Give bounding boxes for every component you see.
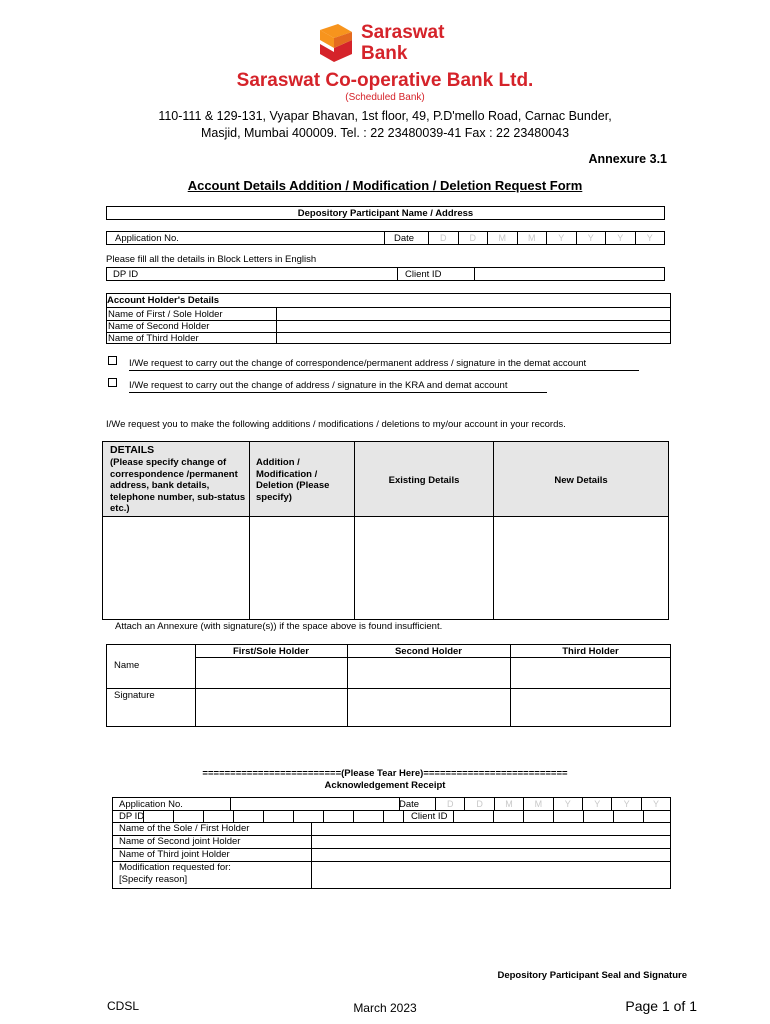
ack-first-holder-label: Name of the Sole / First Holder	[119, 823, 250, 834]
second-holder-signature-field[interactable]	[348, 689, 509, 725]
signature-table	[106, 644, 671, 727]
bank-name-line2: Bank	[361, 43, 408, 64]
first-holder-field[interactable]	[277, 308, 669, 319]
ack-date-label: Date	[399, 799, 420, 810]
ack-date-box[interactable]: Y	[641, 798, 670, 810]
ack-second-holder-label: Name of Second joint Holder	[119, 836, 241, 847]
bank-name-line1: Saraswat	[361, 22, 445, 43]
address-line-2: Masjid, Mumbai 400009. Tel. : 22 23480039-41 Fax : 22 23480043	[200, 126, 570, 140]
details-col-title: DETAILS	[110, 444, 155, 456]
ack-date-box[interactable]: Y	[553, 798, 582, 810]
ack-date-box[interactable]: D	[435, 798, 464, 810]
option1-checkbox[interactable]	[108, 356, 117, 365]
ack-date-box[interactable]: Y	[611, 798, 640, 810]
form-title: Account Details Addition / Modification / Deletion Request Form	[187, 178, 583, 193]
name-row-label: Name	[114, 660, 140, 671]
ack-reason-label: [Specify reason]	[119, 874, 188, 885]
details-table	[102, 441, 669, 620]
second-holder-field[interactable]	[277, 321, 669, 332]
address-line-1: 110-111 & 129-131, Vyapar Bhavan, 1st floor, 49, P.D'mello Road, Carnac Bunder,	[158, 109, 612, 123]
date-boxes[interactable]	[428, 232, 664, 244]
ack-date-box[interactable]: M	[523, 798, 552, 810]
bank-full-name: Saraswat Co-operative Bank Ltd.	[236, 70, 534, 91]
second-holder-label: Name of Second Holder	[108, 321, 210, 332]
footer-left: CDSL	[107, 999, 140, 1013]
ack-application-no-label: Application No.	[119, 799, 183, 810]
action-col-header: Addition / Modification / Deletion (Please specify)	[256, 457, 330, 503]
details-col-sub: (Please specify change of correspondence /permanent address, bank details, telephone number, sub-status etc.)	[110, 457, 246, 514]
block-letters-note: Please fill all the details in Block Letters in English	[106, 254, 317, 265]
date-box[interactable]: D	[428, 232, 458, 244]
ack-modification-label: Modification requested for:	[119, 862, 231, 873]
ack-dp-id-field[interactable]	[144, 811, 402, 821]
dp-client-row	[106, 267, 665, 281]
account-holders-heading: Account Holder's Details	[107, 295, 220, 306]
date-label: Date	[394, 233, 415, 244]
new-details-field[interactable]	[494, 517, 667, 618]
ack-client-id-field[interactable]	[454, 811, 669, 821]
footer-center: March 2023	[353, 1001, 417, 1015]
third-holder-label: Name of Third Holder	[108, 333, 199, 344]
ack-client-id-label: Client ID	[411, 811, 448, 822]
second-holder-name-field[interactable]	[348, 658, 509, 687]
date-box[interactable]: Y	[605, 232, 635, 244]
first-holder-header: First/Sole Holder	[232, 646, 309, 657]
date-box[interactable]: Y	[546, 232, 576, 244]
existing-details-field[interactable]	[355, 517, 492, 618]
application-no-label: Application No.	[115, 233, 179, 244]
details-field[interactable]	[104, 517, 248, 618]
third-holder-name-field[interactable]	[511, 658, 669, 687]
dp-name-address-box[interactable]	[106, 206, 665, 220]
date-box[interactable]: Y	[576, 232, 606, 244]
ack-third-holder-label: Name of Third joint Holder	[119, 849, 230, 860]
action-field[interactable]	[250, 517, 353, 618]
new-details-header: New Details	[554, 475, 608, 486]
application-date-row	[106, 231, 665, 245]
ack-date-box[interactable]: M	[494, 798, 523, 810]
date-box[interactable]: D	[458, 232, 488, 244]
ack-third-holder-field[interactable]	[312, 849, 669, 860]
tear-line: =========================(Please Tear Here)==========================	[202, 768, 568, 779]
ack-modification-field[interactable]	[312, 862, 669, 887]
bank-name-logo	[361, 22, 461, 64]
ack-first-holder-field[interactable]	[312, 823, 669, 834]
ack-second-holder-field[interactable]	[312, 836, 669, 847]
first-holder-signature-field[interactable]	[196, 689, 346, 725]
dp-seal-signature: Depository Participant Seal and Signature	[497, 970, 687, 981]
option2-label: I/We request to carry out the change of address / signature in the KRA and demat account	[129, 380, 508, 391]
signature-row-label: Signature	[114, 690, 155, 701]
date-box[interactable]: Y	[635, 232, 665, 244]
third-holder-signature-field[interactable]	[511, 689, 669, 725]
option1-label: I/We request to carry out the change of correspondence/permanent address / signature in the demat account	[129, 358, 587, 369]
ack-date-boxes[interactable]	[435, 798, 670, 810]
bank-logo-icon	[312, 22, 358, 68]
option2-checkbox[interactable]	[108, 378, 117, 387]
ack-date-box[interactable]: Y	[582, 798, 611, 810]
dp-id-label: DP ID	[113, 269, 139, 280]
client-id-label: Client ID	[405, 269, 442, 280]
page-number: Page 1 of 1	[625, 998, 697, 1014]
ack-title: Acknowledgement Receipt	[324, 780, 446, 791]
first-holder-label: Name of First / Sole Holder	[108, 309, 223, 320]
third-holder-field[interactable]	[277, 333, 669, 343]
account-holders-box	[106, 293, 671, 344]
date-box[interactable]: M	[517, 232, 547, 244]
annexure-label: Annexure 3.1	[588, 152, 667, 166]
dp-name-address-label: Depository Participant Name / Address	[297, 208, 474, 219]
scheduled-bank-text: (Scheduled Bank)	[345, 92, 425, 103]
first-holder-name-field[interactable]	[196, 658, 346, 687]
bank-address	[0, 108, 770, 142]
ack-date-box[interactable]: D	[464, 798, 493, 810]
ack-application-no-field[interactable]	[231, 798, 399, 810]
ack-dp-id-label: DP ID	[119, 811, 145, 822]
second-holder-header: Second Holder	[394, 646, 463, 657]
existing-details-header: Existing Details	[388, 475, 460, 486]
annexure-note: Attach an Annexure (with signature(s)) if the space above is found insufficient.	[115, 621, 443, 632]
request-text: I/We request you to make the following additions / modifications / deletions to my/our account in your records.	[106, 419, 566, 430]
ack-table	[112, 797, 671, 889]
third-holder-header: Third Holder	[562, 646, 619, 657]
date-box[interactable]: M	[487, 232, 517, 244]
